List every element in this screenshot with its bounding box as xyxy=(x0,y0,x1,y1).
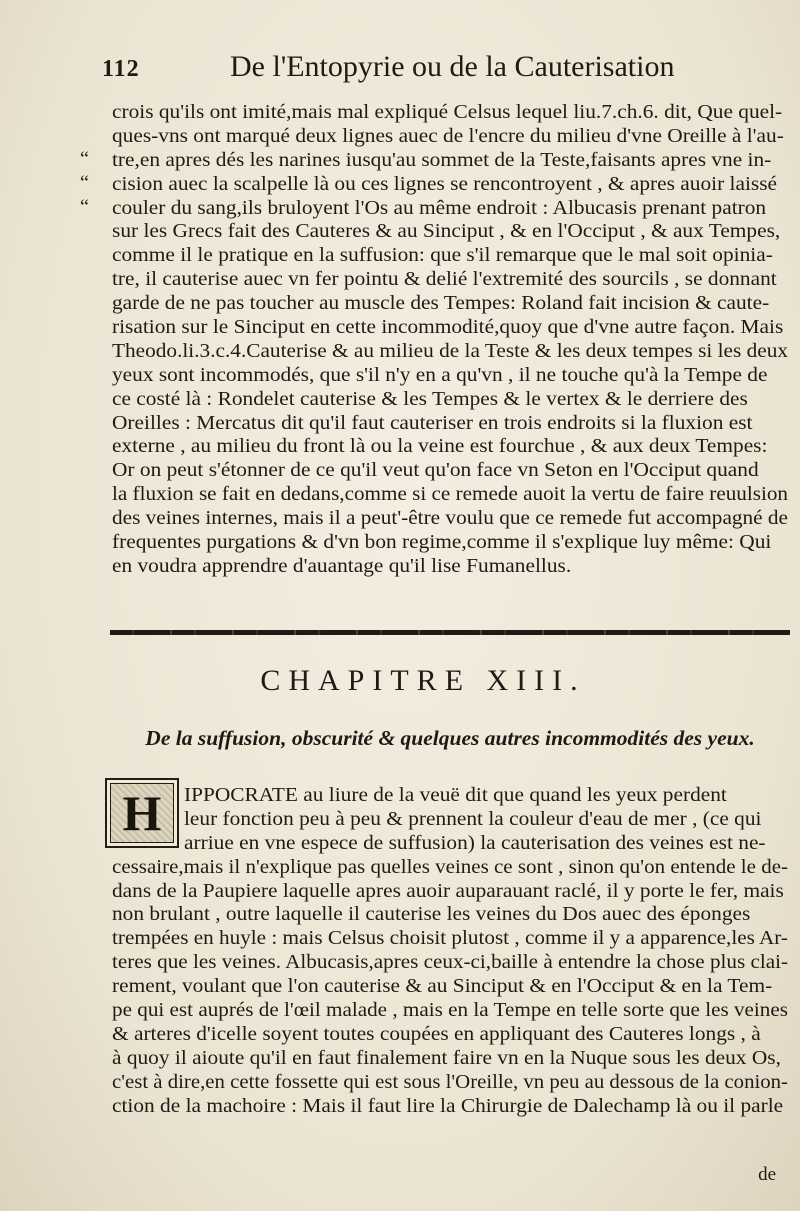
text-line: à quoy il aioute qu'il en faut finalement faire vn en la Nuque sous les deux Os, xyxy=(112,1046,781,1069)
text-line: c'est à dire,en cette fossette qui est sous l'Oreille, vn peu au dessous de la conion- xyxy=(112,1070,788,1093)
text-line: externe , au milieu du front là ou la veine est fourchue , & aux deux Tempes: xyxy=(112,435,768,458)
quotation-marks-margin xyxy=(80,124,102,220)
text-line: non brulant , outre laquelle il cauterise les veines du Dos auec des éponges xyxy=(112,903,751,926)
text-line: yeux sont incommodés, que s'il n'y en a qu'vn , il ne touche qu'à la Tempe de xyxy=(112,363,768,386)
page-header xyxy=(102,50,712,96)
text-line: leur fonction peu à peu & prennent la couleur d'eau de mer , (ce qui xyxy=(184,807,762,830)
text-line: teres que les veines. Albucasis,apres ceux-ci,baille à entendre la chose plus clai- xyxy=(112,951,788,974)
text-line: & arteres d'icelle soyent toutes coupées en appliquant des Cauteres longs , à xyxy=(112,1022,761,1045)
text-line: Oreilles : Mercatus dit qu'il faut cauteriser en trois endroits si la fluxion est xyxy=(112,411,753,434)
drop-cap-letter: H xyxy=(122,785,162,841)
paragraph-hippocrates-suffusion xyxy=(112,784,788,1118)
quote-mark: “ xyxy=(80,147,89,170)
text-line: ction de la machoire : Mais il faut lire la Chirurgie de Dalechamp là ou il parle xyxy=(112,1094,784,1117)
text-line: ce costé là : Rondelet cauterise & les Tempes & le vertex & le derriere des xyxy=(112,387,748,410)
text-line: Or on peut s'étonner de ce qu'il veut qu'on face vn Seton en l'Occiput quand xyxy=(112,459,759,482)
text-line: cision auec la scalpelle là ou ces lignes se rencontroyent , & apres auoir laissé xyxy=(112,172,778,195)
chapter-title: CHAPITRE XIII. xyxy=(260,664,586,697)
text-line: Theodo.li.3.c.4.Cauterise & au milieu de la Teste & les deux tempes si les deux xyxy=(112,339,788,362)
text-line: sur les Grecs fait des Cauteres & au Sinciput , & en l'Occiput , & aux Tempes, xyxy=(112,220,781,243)
text-line: tre,en apres dés les narines iusqu'au sommet de la Teste,faisants apres vne in- xyxy=(112,148,772,171)
text-line: arriue en vne espece de suffusion) la cauterisation des veines est ne- xyxy=(184,831,766,854)
text-line: comme il le pratique en la suffusion: que s'il remarque que le mal soit opinia- xyxy=(112,244,773,267)
text-line: crois qu'ils ont imité,mais mal expliqué Celsus lequel liu.7.ch.6. dit, Que quel- xyxy=(112,101,783,123)
page-number: 112 xyxy=(102,56,140,82)
text-line: garde de ne pas toucher au muscle des Tempes: Roland fait incision & caute- xyxy=(112,292,770,315)
chapter-subtitle: De la suffusion, obscurité & quelques autres incommodités des yeux. xyxy=(145,726,755,750)
quote-mark: “ xyxy=(80,171,89,194)
running-title: De l'Entopyrie ou de la Cauterisation xyxy=(230,50,675,83)
text-line: cessaire,mais il n'explique pas quelles veines ce sont , sinon qu'on entende le de- xyxy=(112,855,788,878)
text-line: risation sur le Sinciput en cette incommodité,quoy que d'vne autre façon. Mais xyxy=(112,316,784,339)
text-line: des veines internes, mais il a peut'-être voulu que ce remede fut accompagné de xyxy=(112,507,788,530)
text-line: dans de la Paupiere laquelle apres auoir auparauant raclé, il y porte le fer, mais xyxy=(112,879,784,902)
text-line: couler du sang,ils bruloyent l'Os au même endroit : Albucasis prenant patron xyxy=(112,196,767,219)
text-line: la fluxion se fait en dedans,comme si ce remede auoit la vertu de faire reuulsion xyxy=(112,483,788,506)
text-line: trempées en huyle : mais Celsus choisit plutost , comme il y a apparence,les Ar- xyxy=(112,927,788,950)
text-line: frequentes purgations & d'vn bon regime,comme il s'explique luy même: Qui xyxy=(112,531,772,554)
text-line: tre, il cauterise auec vn fer pointu & delié l'extremité des sourcils , se donnant xyxy=(112,268,777,291)
catchword: de xyxy=(758,1164,776,1185)
paragraph-cauterisation-authorities xyxy=(112,101,788,579)
text-line: en voudra apprendre d'auantage qu'il lise Fumanellus. xyxy=(112,554,572,577)
text-line: ques-vns ont marqué deux lignes auec de l'encre du milieu d'vne Oreille à l'au- xyxy=(112,124,784,147)
text-line: rement, voulant que l'on cauterise & au Sinciput & en l'Occiput & en la Tem- xyxy=(112,975,773,998)
text-line: pe qui est auprés de l'œil malade , mais en la Tempe en telle sorte que les veines xyxy=(112,999,788,1022)
quote-mark: “ xyxy=(80,195,89,218)
chapter-divider-rule xyxy=(110,630,790,635)
text-line: IPPOCRATE au liure de la veuë dit que quand les yeux perdent xyxy=(184,784,727,806)
